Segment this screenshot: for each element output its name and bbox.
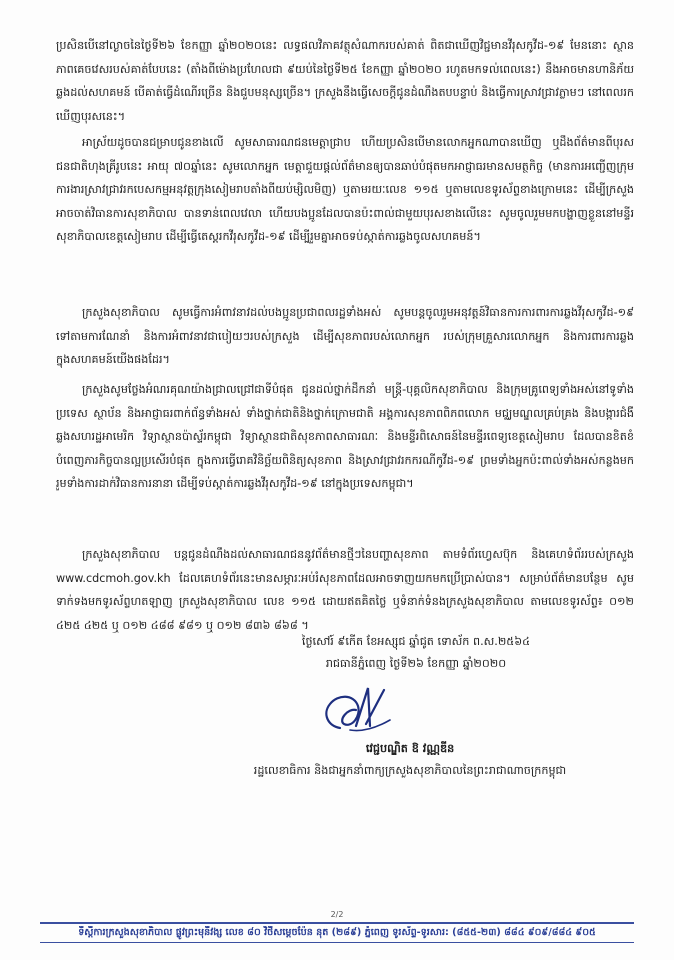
solar-date: រាជធានីភ្នំពេញ ថ្ងៃទី២៦ ខែកញ្ញា ឆ្នាំ២០២០ <box>325 657 507 670</box>
lunar-date: ថ្ងៃសៅរ៍ ៩កើត ខែអស្សុជ ឆ្នាំជូត ទោស័ក ព.ស.២៥៦៤ <box>301 635 531 648</box>
footer-address: ទីស្តីការក្រសួងសុខាភិបាល ផ្លូវព្រះមុនីវង្ស លេខ ៨០ វិថីសម្ដេចប៉ែន នុត (២៨៩) ភ្នំពេញ ទូរស័ព្ទ-ទូរសារ: (៨៥៥-២៣) ៨៨៤ ៩០៩/៨៨៤ ៩០៥ <box>78 927 596 938</box>
signer-name: វេជ្ជបណ្ឌិត ឱ វណ្ណឌីន <box>365 742 455 755</box>
paragraph-3: ក្រសួងសុខាភិបាល សូមធ្វើការអំពាវនាវដល់បងប្អូនប្រជាពលរដ្ឋទាំងអស់ សូមបន្តចូលរួមអនុវត្តន៍វិធានការការពារការឆ្លងវីរុសកូវីដ-១៩ ទៅតាមការណែនាំ និងការអំពាវនាវជាបៀយៗរបស់ក្រសួង ដើម្បីសុខភាពរបស់លោកអ្នក របស់ក្រុមគ្រួសារលោកអ្នក និងការពារការឆ្លងក្នុងសហគមន៍យើងផងដែរ។ <box>56 306 634 367</box>
footer-divider-bottom <box>40 942 634 943</box>
page-number: 2/2 <box>330 910 344 919</box>
footer-divider-top <box>40 922 634 924</box>
paragraph-4: ក្រសួងសូមថ្លែងអំណរគុណយ៉ាងជ្រាលជ្រៅជាទីបំផុត ជូនដល់ថ្នាក់ដឹកនាំ មន្ត្រី-បុគ្គលិកសុខាភិបាល និងក្រុមគ្រូពេទ្យទាំងអស់នៅទូទាំងប្រទេស ស្ថាប័ន និងអាជ្ញាធរពាក់ព័ន្ធទាំងអស់ ទាំងថ្នាក់ជាតិនិងថ្នាក់ក្រោមជាតិ អង្គការសុខភាពពិភពលោក មជ្ឈមណ្ឌលគ្រប់គ្រង និងបង្ការជំងឺឆ្លងសហរដ្ឋអាមេរិក វិទ្យាស្ថានប៉ាស្ទ័រកម្ពុជា វិទ្យាស្ថានជាតិសុខភាពសាធារណៈ និងមន្ទីរពិសោធន៍នៃមន្ទីរពេទ្យខេត្តសៀមរាប ដែលបានខិតខំបំពេញភារកិច្ចបានល្អប្រសើរបំផុត ក្នុងការធ្វើរោគវិនិច្ឆ័យពិនិត្យសុខភាព និងស្រាវជ្រាវរកករណីកូវីដ-១៩ ព្រមទាំងអ្នកប៉ះពាល់ទាំងអស់កន្លងមក រួមទាំងការដាក់វិធានការនានា ដើម្បីទប់ស្កាត់ការឆ្លងវីរុសកូវីដ-១៩ នៅក្នុងប្រទេសកម្ពុជា។ <box>56 383 634 491</box>
signer-title: រដ្ឋលេខាធិការ និងជាអ្នកនាំពាក្យក្រសួងសុខាភិបាលនៃព្រះរាជាណាចក្រកម្ពុជា <box>253 764 567 777</box>
paragraph-2: អាស្រ័យដូចបានជម្រាបជូនខាងលើ សូមសាធារណជនមេត្តាជ្រាប ហើយប្រសិនបើមានលោកអ្នកណាបានឃើញ ឬដឹងព័ត៌មានពីបុរសជនជាតិហុងគ្រីរូបនេះ អាយុ ៧០ឆ្នាំនេះ សូមលោកអ្នក មេត្តាជួយផ្ដល់ព័ត៌មានឲ្យបានឆាប់បំផុតមកអាជ្ញាធរមានសមត្ថកិច្ច (មានការអញ្ជើញក្រុមការងារស្រាវជ្រាវរកបេសកម្មអនុវត្តក្រុងសៀមរាបតាំងពីយប់ម្សិលមិញ) ឬតាមរយៈលេខ ១១៥ ឬតាមលេខទូរស័ព្ទខាងក្រោមនេះ ដើម្បីក្រសួង អាចចាត់វិធានការសុខាភិបាល បានទាន់ពេលវេលា ហើយបងប្អូនដែលបានប៉ះពាល់ជាមួយបុរសខាងលើនេះ សូមចូលរួមមកបង្ហាញខ្លួននៅមន្ទីរសុខាភិបាលខេត្តសៀមរាប ដើម្បីធ្វើតេស្តរកវីរុសកូវីដ-១៩ ដើម្បីរួមគ្នាអាចទប់ស្កាត់ការឆ្លងចូលសហគមន៍។ <box>56 136 634 244</box>
paragraph-1: ប្រសិនបើនៅល្ងាចនៃថ្ងៃទី២៦ ខែកញ្ញា ឆ្នាំ២០២០នេះ លទ្ធផលវិភាគវត្ថុសំណាករបស់គាត់ ពិតជាឃើញវិជ្ជមានវីរុសកូវីដ-១៩ មែននោះ ស្ថានភាពគេចវេសរបស់គាត់បែបនេះ (តាំងពីម៉ោងប្រហែលជា ៩យប់នៃថ្ងៃទី២៥ ខែកញ្ញា ឆ្នាំ២០២០ រហូតមកទល់ពេលនេះ) នឹងអាចមានហានិភ័យឆ្លងដល់សហគមន៍ បើគាត់ធ្វើដំណើរច្រើន និងជួបមនុស្សច្រើន។ ក្រសួងនឹងធ្វើសេចក្ដីជូនដំណឹងតបបន្ទាប់ និងធ្វើការស្រាវជ្រាវភ្លាមៗ នៅពេលរកឃើញបុរសនេះ។ <box>56 39 634 123</box>
paragraph-5: ក្រសួងសុខាភិបាល បន្តជូនដំណឹងដល់សាធារណជននូវព័ត៌មានថ្មីៗនៃបញ្ហាសុខភាព តាមទំព័រហ្វេសប៊ុក និងគេហទំព័ររបស់ក្រសួង www.cdcmoh.gov.kh ដែលគេហទំព័រនេះមានសម្ភារៈអប់រំសុខភាពដែលអាចទាញយកមកប្រើប្រាស់បាន។ សម្រាប់ព័ត៌មានបន្ថែម សូមទាក់ទងមកទូរស័ព្ទហតឡាញ ក្រសួងសុខាភិបាល លេខ ១១៥ ដោយឥតគិតថ្លៃ ឬទំនាក់ទំនងក្រសួងសុខាភិបាល តាមលេខទូរស័ព្ទ៖ ០១២ ៤២៥ ៤២៥ ឬ ០១២ ៤៨៨ ៩៨១ ឬ ០១២ ៨៣៦ ៨៦៨ ។ <box>56 548 634 632</box>
signature-mark <box>310 680 400 742</box>
